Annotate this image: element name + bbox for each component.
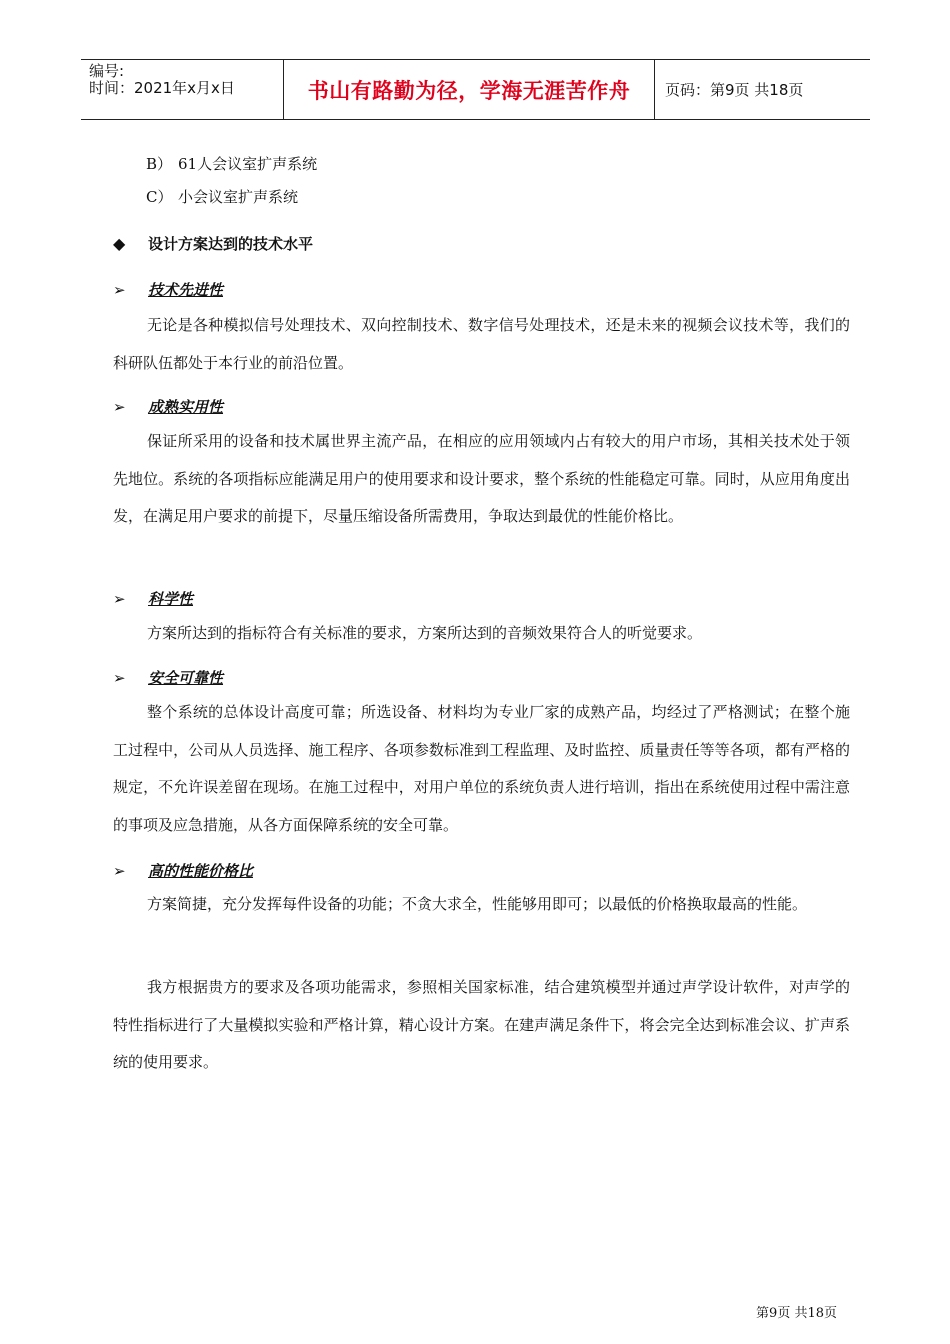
doc-time-label: 时间：2021年x月x日 (89, 79, 235, 97)
subsection-body: 方案所达到的指标符合有关标准的要求，方案所达到的音频效果符合人的听觉要求。 (147, 624, 703, 642)
list-item (146, 155, 317, 173)
header-meta (81, 60, 283, 119)
list-item-label: C） (146, 188, 173, 206)
arrow-bullet-icon: ➢ (113, 862, 126, 880)
subsection-body: 无论是各种模拟信号处理技术、双向控制技术、数字信号处理技术，还是未来的视频会议技术等，我们的科研队伍都处于本行业的前沿位置。 (113, 316, 850, 372)
page-footer: 第9页 共18页 (756, 1306, 837, 1321)
arrow-bullet-icon: ➢ (113, 398, 126, 416)
section-title: 设计方案达到的技术水平 (148, 235, 314, 253)
section-heading (113, 235, 313, 253)
arrow-bullet-icon: ➢ (113, 281, 126, 299)
header-motto: 书山有路勤为径，学海无涯苦作舟 (307, 78, 631, 103)
doc-number-label: 编号: (89, 62, 125, 80)
page-header (81, 59, 870, 120)
subsection-title: 成熟实用性 (148, 398, 224, 416)
subsection-title: 高的性能价格比 (148, 862, 254, 880)
subsection-body: 保证所采用的设备和技术属世界主流产品，在相应的应用领域内占有较大的用户市场，其相关技术处于领先地位。系统的各项指标应能满足用户的使用要求和设计要求，整个系统的性能稳定可靠。同时，从应用角度出发，在满足用户要求的前提下，尽量压缩设备所需费用，争取达到最优的性能价格比。 (113, 432, 850, 526)
subsection-heading (113, 590, 193, 608)
diamond-bullet-icon: ◆ (113, 234, 126, 253)
list-item (146, 188, 298, 206)
subsection-title: 安全可靠性 (148, 669, 224, 687)
subsection-heading (113, 281, 223, 299)
subsection-heading (113, 862, 253, 880)
header-page-info: 页码：第9页 共18页 (665, 81, 804, 99)
conclusion-paragraph: 我方根据贵方的要求及各项功能需求，参照相关国家标准，结合建筑模型并通过声学设计软件，对声学的特性指标进行了大量模拟实验和严格计算，精心设计方案。在建声满足条件下，将会完全达到标准会议、扩声系统的使用要求。 (113, 978, 850, 1072)
subsection-body: 方案简捷，充分发挥每件设备的功能；不贪大求全，性能够用即可；以最低的价格换取最高的性能。 (147, 895, 808, 913)
list-item-label: B） (146, 155, 173, 173)
list-item-text: 小会议室扩声系统 (178, 188, 299, 206)
subsection-title: 科学性 (148, 590, 194, 608)
arrow-bullet-icon: ➢ (113, 590, 126, 608)
subsection-heading (113, 398, 223, 416)
header-divider (654, 60, 655, 119)
arrow-bullet-icon: ➢ (113, 669, 126, 687)
subsection-title: 技术先进性 (148, 281, 224, 299)
subsection-heading (113, 669, 223, 687)
subsection-body: 整个系统的总体设计高度可靠；所选设备、材料均为专业厂家的成熟产品，均经过了严格测试；在整个施工过程中，公司从人员选择、施工程序、各项参数标准到工程监理、及时监控、质量责任等等各项，都有严格的规定，不允许误差留在现场。在施工过程中，对用户单位的系统负责人进行培训，指出在系统使用过程中需注意的事项及应急措施，从各方面保障系统的安全可靠。 (113, 703, 850, 834)
list-item-text: 61人会议室扩声系统 (178, 155, 318, 173)
